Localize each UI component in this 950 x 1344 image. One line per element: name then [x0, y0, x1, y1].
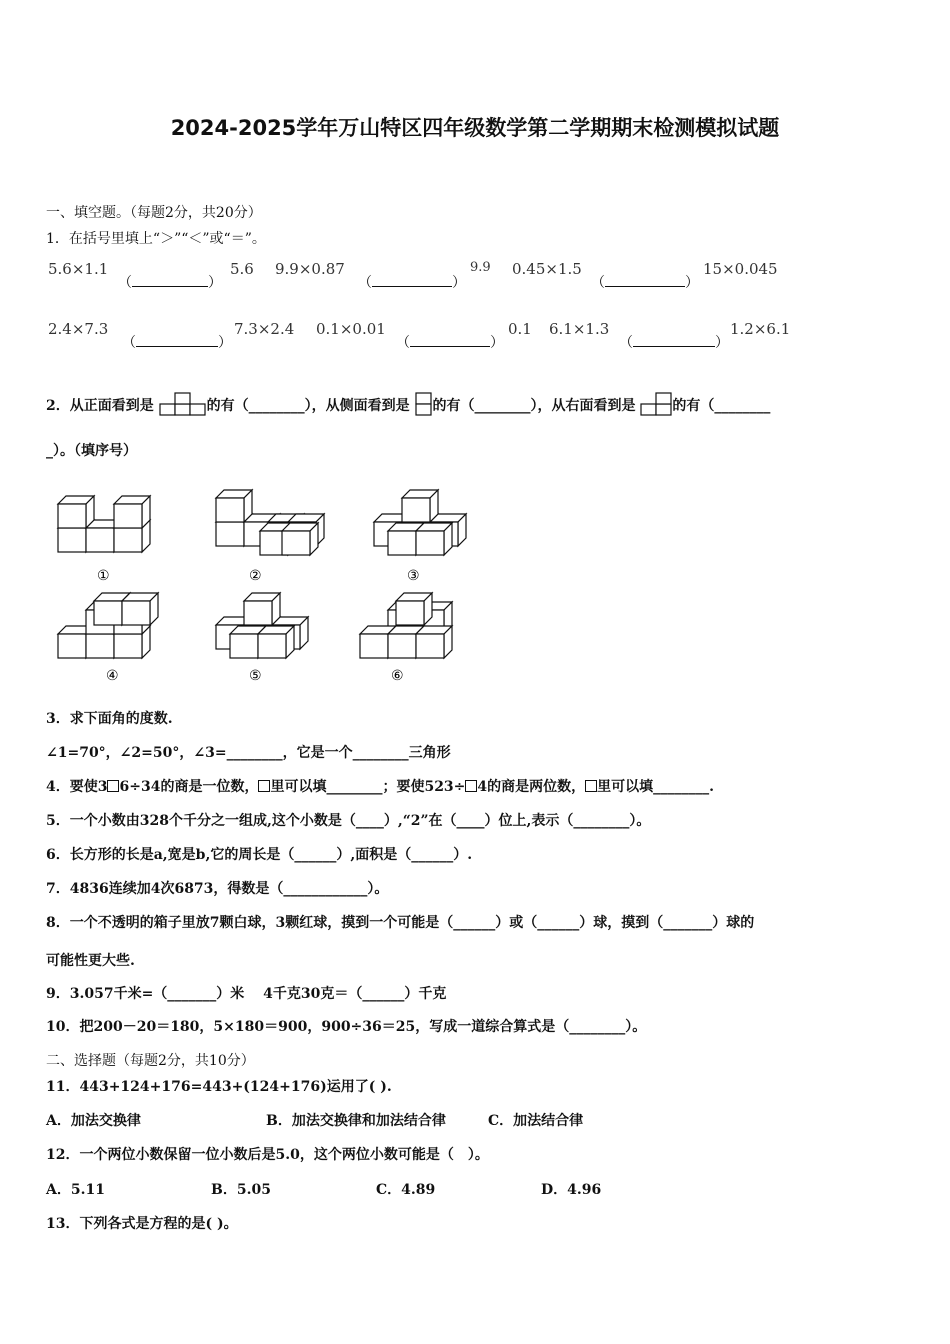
figure-2-label: ②: [249, 568, 262, 584]
figure-3-label: ③: [407, 568, 420, 584]
figure-4: [58, 593, 158, 658]
q1-r1-c2-right: 9.9: [470, 260, 491, 275]
question-5-text: 5．一个小数由328个千分之一组成,这个小数是（____）,“2”在（____）位上,表示（________）。: [46, 813, 651, 829]
section-2-heading: 二、选择题（每题2分，共10分）: [46, 1053, 255, 1069]
cube-figures: [40, 475, 480, 690]
question-10-text: 10．把200－20＝180，5×180＝900，900÷36＝25，写成一道综合算式是（________）。: [46, 1019, 647, 1035]
question-7-text: 7．4836连续加4次6873，得数是（____________）。: [46, 881, 389, 897]
q1-r2-c1-right: 7.3×2.4: [234, 320, 295, 338]
q1-r1-c1-right: 5.6: [230, 260, 254, 278]
q12-option-c[interactable]: C．4.89: [376, 1182, 436, 1198]
box-icon: [258, 780, 270, 792]
figure-3: [374, 490, 466, 555]
q1-r1-c1-left: 5.6×1.1: [48, 260, 109, 278]
q1-r2-c3-right: 1.2×6.1: [730, 320, 791, 338]
q1-r2-c2-blank[interactable]: （ ）: [396, 335, 504, 351]
figure-2: [216, 490, 324, 555]
question-6-text: 6．长方形的长是a,宽是b,它的周长是（______）,面积是（______）.: [46, 847, 473, 863]
question-2-line2: _）。（填序号）: [46, 443, 137, 459]
q1-r1-c3-right: 15×0.045: [703, 260, 778, 278]
front-view-icon: [159, 392, 207, 416]
q11-option-a[interactable]: A．加法交换律: [46, 1113, 141, 1129]
q1-r2-c1-blank[interactable]: （ ）: [122, 335, 232, 351]
box-icon: [465, 780, 477, 792]
figure-4-label: ④: [106, 668, 119, 684]
figure-1-label: ①: [97, 568, 110, 584]
figure-6: [360, 593, 452, 658]
q1-r1-c2-blank[interactable]: （ ）: [358, 275, 466, 291]
figure-5: [216, 593, 308, 658]
question-8-text: 8．一个不透明的箱子里放7颗白球，3颗红球，摸到一个可能是（______）或（______）球，摸到（_______）球的: [46, 915, 755, 931]
section-1-heading: 一、填空题。（每题2分，共20分）: [46, 205, 262, 221]
question-4-text: 4．要使3 6÷34的商是一位数， 里可以填________；要使523÷ 4的商是两位数， 里可以填________.: [46, 779, 715, 795]
q1-r2-c1-left: 2.4×7.3: [48, 320, 109, 338]
right-view-icon: [640, 392, 672, 416]
q12-option-b[interactable]: B．5.05: [211, 1182, 271, 1198]
q12-option-d[interactable]: D．4.96: [541, 1182, 602, 1198]
q11-option-c[interactable]: C．加法结合律: [488, 1113, 584, 1129]
question-12-text: 12．一个两位小数保留一位小数后是5.0，这个两位小数可能是（ ）。: [46, 1147, 489, 1163]
q1-r1-c2-left: 9.9×0.87: [275, 260, 345, 278]
question-2-text: 2．从正面看到是 的有（________），从侧面看到是 的有（________），从右面看到是 的有（________: [46, 392, 770, 416]
question-8-line2: 可能性更大些.: [46, 953, 135, 969]
box-icon: [107, 780, 119, 792]
box-icon: [585, 780, 597, 792]
q1-r1-c3-left: 0.45×1.5: [512, 260, 582, 278]
figure-1: [58, 496, 150, 552]
figure-5-label: ⑤: [249, 668, 262, 684]
q1-r2-c2-right: 0.1: [508, 320, 532, 338]
question-9-text: 9．3.057千米=（_______）米 4千克30克＝（______）千克: [46, 986, 447, 1002]
q1-r2-c2-left: 0.1×0.01: [316, 320, 386, 338]
question-11-text: 11．443+124+176=443+(124+176)运用了( ).: [46, 1079, 392, 1095]
q1-r2-c3-left: 6.1×1.3: [549, 320, 610, 338]
page-title: 2024-2025学年万山特区四年级数学第二学期期末检测模拟试题: [170, 116, 780, 140]
question-13-text: 13．下列各式是方程的是( )。: [46, 1216, 238, 1232]
q1-r1-c1-blank[interactable]: （ ）: [118, 275, 222, 291]
question-1-text: 1．在括号里填上“＞”“＜”或“＝”。: [46, 231, 266, 247]
q12-option-a[interactable]: A．5.11: [46, 1182, 105, 1198]
side-view-icon: [415, 392, 433, 416]
figure-6-label: ⑥: [391, 668, 404, 684]
question-3-text: 3．求下面角的度数.: [46, 711, 173, 727]
question-3-line: ∠1=70°，∠2=50°，∠3=________，它是一个________三角形: [46, 745, 451, 761]
q1-r1-c3-blank[interactable]: （ ）: [591, 275, 699, 291]
q1-r2-c3-blank[interactable]: （ ）: [619, 335, 729, 351]
q11-option-b[interactable]: B．加法交换律和加法结合律: [266, 1113, 446, 1129]
